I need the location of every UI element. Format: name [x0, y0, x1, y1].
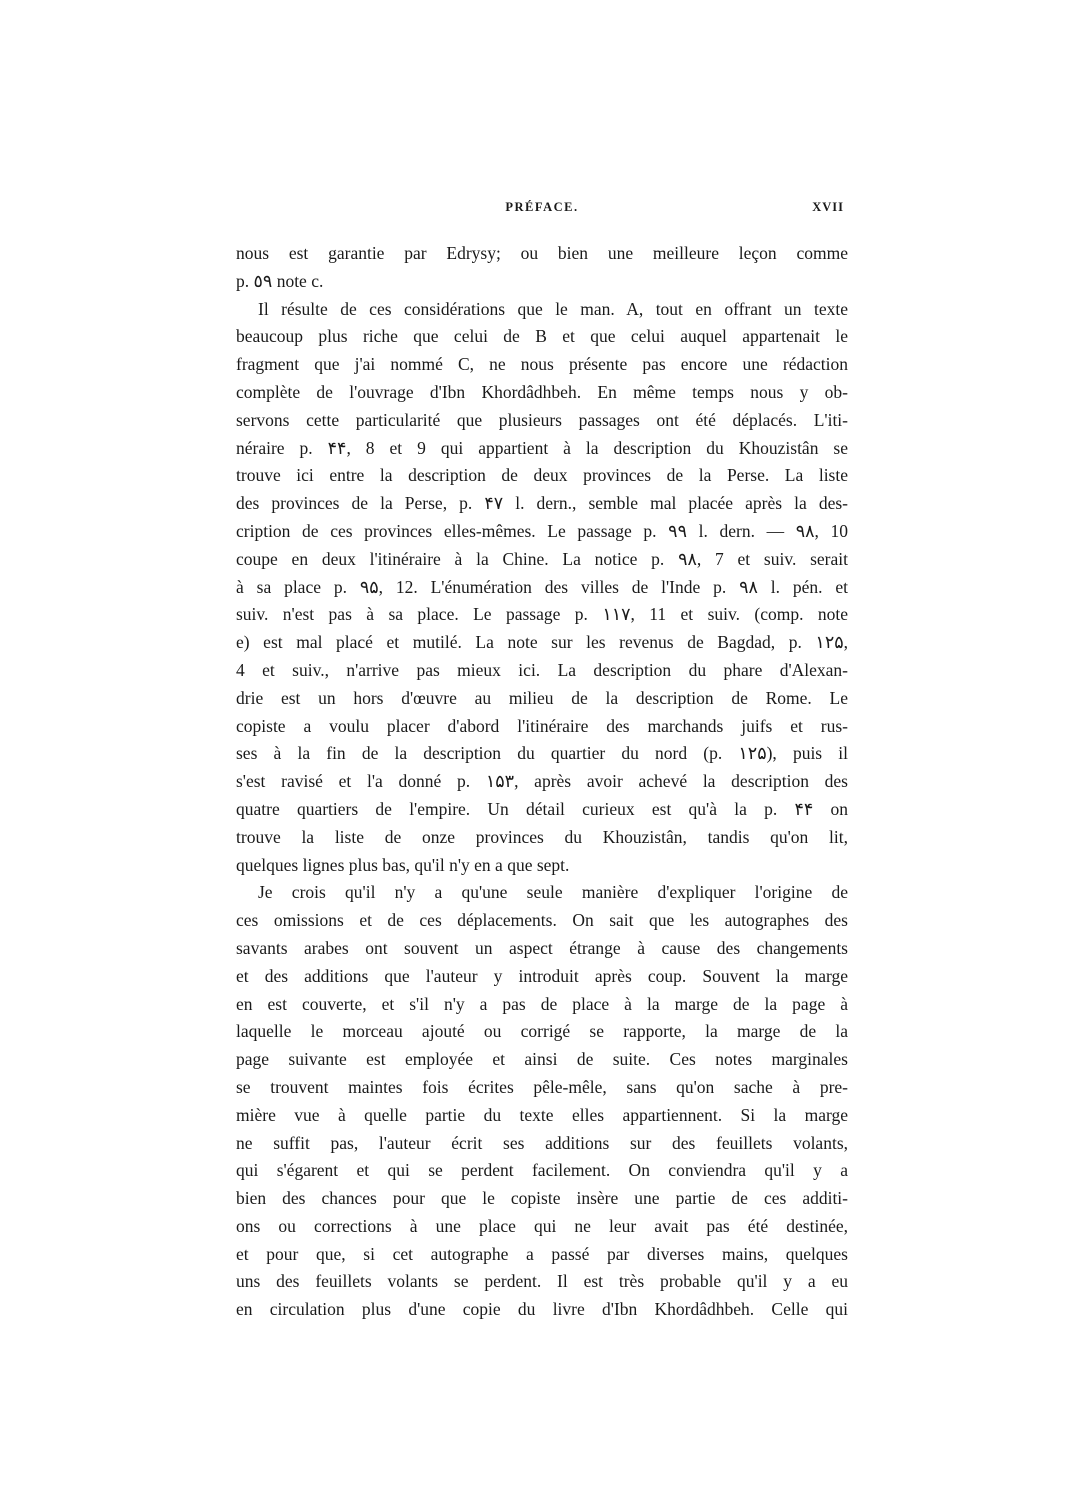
- text-line: laquelle le morceau ajouté ou corrigé se rapporte, la marge de la: [236, 1021, 848, 1042]
- body-text: [236, 240, 848, 1324]
- text-line: page suivante est employée et ainsi de suite. Ces notes marginales: [236, 1049, 848, 1070]
- text-line: p. ٥٩ note c.: [236, 270, 324, 291]
- text-line: à sa place p. ۹۵, 12. L'énumération des villes de l'Inde p. ۹۸ l. pén. et: [236, 576, 848, 597]
- text-line: en est couverte, et s'il n'y a pas de place à la marge de la page à: [236, 993, 848, 1014]
- text-line: Il résulte de ces considérations que le man. A, tout en offrant un texte: [258, 298, 848, 319]
- text-line: complète de l'ouvrage d'Ibn Khordâdhbeh. En même temps nous y ob-: [236, 381, 848, 402]
- text-line: en circulation plus d'une copie du livre d'Ibn Khordâdhbeh. Celle qui: [236, 1299, 848, 1320]
- paragraph: [236, 879, 848, 1324]
- paragraph-continuation: [236, 240, 848, 296]
- text-line: qui s'égarent et qui se perdent facilement. On conviendra qu'il y a: [236, 1160, 848, 1181]
- text-line: beaucoup plus riche que celui de B et que celui auquel appartenait le: [236, 326, 848, 347]
- text-line: fragment que j'ai nommé C, ne nous présente pas encore une rédaction: [236, 354, 848, 375]
- text-line: ne suffit pas, l'auteur écrit ses additions sur des feuillets volants,: [236, 1132, 848, 1153]
- running-header: [236, 200, 848, 224]
- text-line: se trouvent maintes fois écrites pêle-mêle, sans qu'on sache à pre-: [236, 1076, 848, 1097]
- text-line: ses à la fin de la description du quartier du nord (p. ۱۲۵), puis il: [236, 743, 848, 764]
- text-line: mière vue à quelle partie du texte elles appartiennent. Si la marge: [236, 1104, 848, 1125]
- text-line: nous est garantie par Edrysy; ou bien une meilleure leçon comme: [236, 243, 848, 263]
- text-line: uns des feuillets volants se perdent. Il est très probable qu'il y a eu: [236, 1271, 848, 1292]
- text-line: cription de ces provinces elles-mêmes. Le passage p. ۹۹ l. dern. — ۹۸, 10: [236, 520, 848, 541]
- text-line: drie est un hors d'œuvre au milieu de la description de Rome. Le: [236, 687, 848, 708]
- text-line: quelques lignes plus bas, qu'il n'y en a que sept.: [236, 854, 570, 875]
- text-line: et pour que, si cet autographe a passé par diverses mains, quelques: [236, 1243, 848, 1264]
- text-line: et des additions que l'auteur y introduit après coup. Souvent la marge: [236, 965, 848, 986]
- text-line: ons ou corrections à une place qui ne leur avait pas été destinée,: [236, 1215, 848, 1236]
- text-line: des provinces de la Perse, p. ۴۷ l. dern., semble mal placée après la des-: [236, 493, 848, 514]
- text-line: coupe en deux l'itinéraire à la Chine. La notice p. ۹۸, 7 et suiv. serait: [236, 548, 848, 569]
- text-line: bien des chances pour que le copiste insère une partie de ces additi-: [236, 1188, 848, 1209]
- text-line: copiste a voulu placer d'abord l'itinéraire des marchands juifs et rus-: [236, 715, 848, 736]
- paragraph: [236, 296, 848, 880]
- text-line: trouve la liste de onze provinces du Khouzistân, tandis qu'on lit,: [236, 826, 848, 847]
- text-line: ces omissions et de ces déplacements. On sait que les autographes des: [236, 910, 848, 931]
- page-number: XVII: [812, 200, 844, 214]
- text-line: trouve ici entre la description de deux provinces de la Perse. La liste: [236, 465, 848, 486]
- text-line: suiv. n'est pas à sa place. Le passage p. ۱۱۷, 11 et suiv. (comp. note: [236, 604, 848, 625]
- text-line: Je crois qu'il n'y a qu'une seule manière d'expliquer l'origine de: [258, 882, 848, 903]
- running-title: PRÉFACE.: [505, 200, 579, 214]
- text-line: néraire p. ۴۴, 8 et 9 qui appartient à la description du Khouzistân se: [236, 437, 848, 458]
- text-line: e) est mal placé et mutilé. La note sur les revenus de Bagdad, p. ۱۲۵,: [236, 632, 848, 653]
- text-line: savants arabes ont souvent un aspect étrange à cause des changements: [236, 937, 848, 958]
- text-line: servons cette particularité que plusieurs passages ont été déplacés. L'iti-: [236, 409, 848, 430]
- text-line: 4 et suiv., n'arrive pas mieux ici. La description du phare d'Alexan-: [236, 659, 848, 680]
- text-line: quatre quartiers de l'empire. Un détail curieux est qu'à la p. ۴۴ on: [236, 798, 848, 819]
- text-line: s'est ravisé et l'a donné p. ۱۵۳, après avoir achevé la description des: [236, 771, 848, 792]
